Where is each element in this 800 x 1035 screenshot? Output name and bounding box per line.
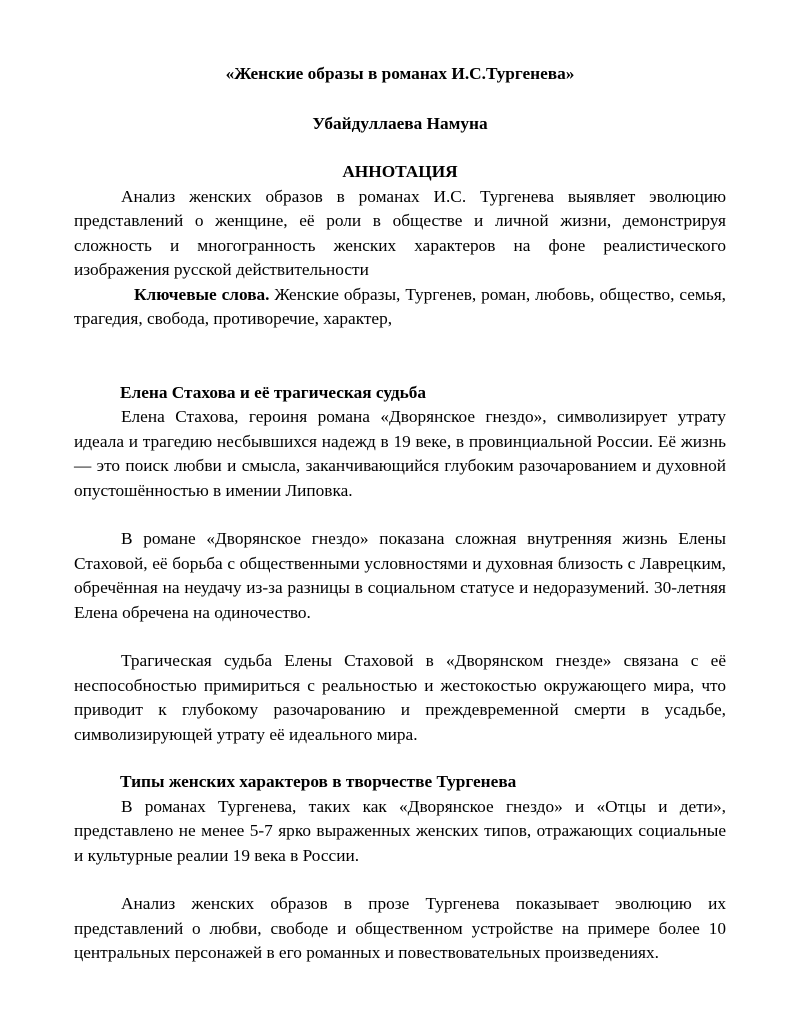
section2-paragraph-2: Анализ женских образов в прозе Тургенева показывает эволюцию их представлений о любви, свободе и общественном устройстве на примере более 10 центральных персонажей в его романных и повествовательных произведениях. — [74, 894, 726, 962]
section1-paragraph-2: В романе «Дворянское гнездо» показана сложная внутренняя жизнь Елены Стаховой, её борьба с общественными условностями и духовная близость с Лаврецким, обречённая на неудачу из-за разницы в социальном статусе и недоразумений. 30-летняя Елена обречена на одиночество. — [74, 529, 726, 622]
author-name: Убайдуллаева Намуна — [312, 113, 488, 133]
annotation-paragraph: Анализ женских образов в романах И.С. Тургенева выявляет эволюцию представлений о женщине, её роли в обществе и личной жизни, демонстрируя сложность и многогранность женских характеров на фоне реалистического изображения русской действительности — [74, 186, 726, 279]
section-heading-elena: Елена Стахова и её трагическая судьба — [120, 382, 427, 402]
annotation-heading: АННОТАЦИЯ — [342, 162, 458, 181]
section2-paragraph-1: В романах Тургенева, таких как «Дворянское гнездо» и «Отцы и дети», представлено не менее 5-7 ярко выраженных женских типов, отражающих социальные и культурные реалии 19 века в России. — [74, 796, 726, 865]
section1-paragraph-1: Елена Стахова, героиня романа «Дворянское гнездо», символизирует утрату идеала и трагедию несбывшихся надежд в 19 веке, в провинциальной России. Её жизнь — это поиск любви и смысла, заканчивающийся глубоким разочарованием и духовной опустошённостью в имении Липовка. — [74, 407, 726, 500]
section-heading-types: Типы женских характеров в творчестве Тургенева — [120, 772, 517, 791]
keywords-label: Ключевые слова. — [134, 284, 270, 304]
keywords-paragraph — [74, 283, 726, 332]
section1-paragraph-3: Трагическая судьба Елены Стаховой в «Дворянском гнезде» связана с её неспособностью примириться с реальностью и жестокостью окружающего мира, что приводит к глубокому разочарованию и преждевременной смерти в усадьбе, символизирующей утрату её идеального мира. — [74, 651, 726, 744]
keywords-list: Женские образы, Тургенев, роман, любовь, общество, семья, трагедия, свобода, противоречие, характер, — [74, 284, 727, 328]
document-title: «Женские образы в романах И.С.Тургенева» — [225, 64, 575, 83]
document-body — [74, 62, 726, 966]
